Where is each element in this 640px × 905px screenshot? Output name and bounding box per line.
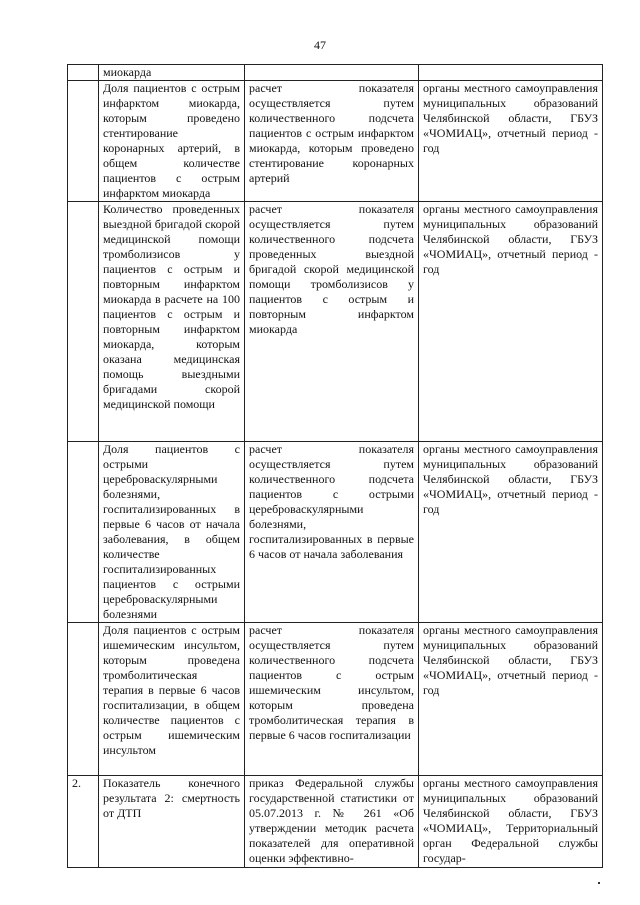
source-cell [419,776,603,868]
indicator-name-cell [99,623,245,776]
source-cell [419,623,603,776]
row-number: 2. [72,776,81,790]
table-row [68,442,603,623]
table-row [68,776,603,868]
data-source: органы местного самоуправления муниципальных образований Челябинской области, ГБУЗ «ЧОМИАЦ», отчетный период - год [423,442,598,516]
indicator-name-cell [99,776,245,868]
indicator-name: Показатель конечного результата 2: смертность от ДТП [103,776,240,820]
indicator-name-cell [99,202,245,442]
calculation-method: расчет показателя осуществляется путем количественного подсчета пациентов с острыми цереброваскулярными болезнями, госпитализированных в первые 6 часов от начала заболевания [249,442,414,561]
calculation-method: приказ Федеральной службы государственной статистики от 05.07.2013 г. № 261 «Об утверждении методик расчета показателей для оперативной оценки эффективно- [249,776,414,865]
data-source: органы местного самоуправления муниципальных образований Челябинской области, ГБУЗ «ЧОМИАЦ», отчетный период - год [423,623,598,697]
indicator-name: Доля пациентов с острым ишемическим инсультом, которым проведена тромболитическая терапия в первые 6 часов госпитализации, в общем количестве пациентов с острым ишемическим инсультом [103,623,240,757]
calculation-cell [245,65,419,81]
indicator-name: Доля пациентов с острым инфарктом миокарда, которым проведено стентирование коронарных артерий, в общем количестве пациентов с острым инфарктом миокарда [103,81,240,200]
table-row [68,65,603,81]
calculation-cell [245,202,419,442]
source-cell [419,202,603,442]
row-number-cell [68,776,99,868]
indicator-name: миокарда [103,65,152,79]
indicator-name-cell [99,442,245,623]
table-row [68,202,603,442]
calculation-method: расчет показателя осуществляется путем количественного подсчета пациентов с острым ишемическим инсультом, которым проведена тромболитическая терапия в первые 6 часов госпитализации [249,623,414,742]
calculation-cell [245,776,419,868]
row-number-cell [68,442,99,623]
page-number: 47 [314,38,326,52]
calculation-method: расчет показателя осуществляется путем количественного подсчета проведенных выездной бригадой скорой медицинской помощи тромболизисов у пациентов с острым и повторным инфарктом миокарда [249,202,414,336]
calculation-method: расчет показателя осуществляется путем количественного подсчета пациентов с острым инфарктом миокарда, которым проведено стентирование коронарных артерий [249,81,414,185]
row-number-cell [68,202,99,442]
table-row [68,81,603,202]
row-number-cell [68,81,99,202]
row-number-cell [68,623,99,776]
calculation-cell [245,81,419,202]
table-row [68,623,603,776]
data-source: органы местного самоуправления муниципальных образований Челябинской области, ГБУЗ «ЧОМИАЦ», Территориальный орган Федеральной службы государ- [423,776,598,865]
indicator-table [67,64,603,868]
source-cell [419,65,603,81]
source-cell [419,442,603,623]
data-source: органы местного самоуправления муниципальных образований Челябинской области, ГБУЗ «ЧОМИАЦ», отчетный период - год [423,202,598,276]
data-source: органы местного самоуправления муниципальных образований Челябинской области, ГБУЗ «ЧОМИАЦ», отчетный период - год [423,81,598,155]
scan-speck [598,882,600,884]
indicator-name: Доля пациентов с острыми цереброваскулярными болезнями, госпитализированных в первые 6 часов от начала заболевания, в общем количестве госпитализированных пациентов с острыми цереброваскулярными болезнями [103,442,240,621]
row-number-cell [68,65,99,81]
indicator-name-cell [99,81,245,202]
calculation-cell [245,442,419,623]
calculation-cell [245,623,419,776]
source-cell [419,81,603,202]
indicator-name-cell [99,65,245,81]
indicator-name: Количество проведенных выездной бригадой скорой медицинской помощи тромболизисов у пациентов с острым и повторным инфарктом миокарда в расчете на 100 пациентов с острым и повторным инфарктом миокарда, которым оказана медицинская помощь выездными бригадами скорой медицинской помощи [103,202,240,411]
